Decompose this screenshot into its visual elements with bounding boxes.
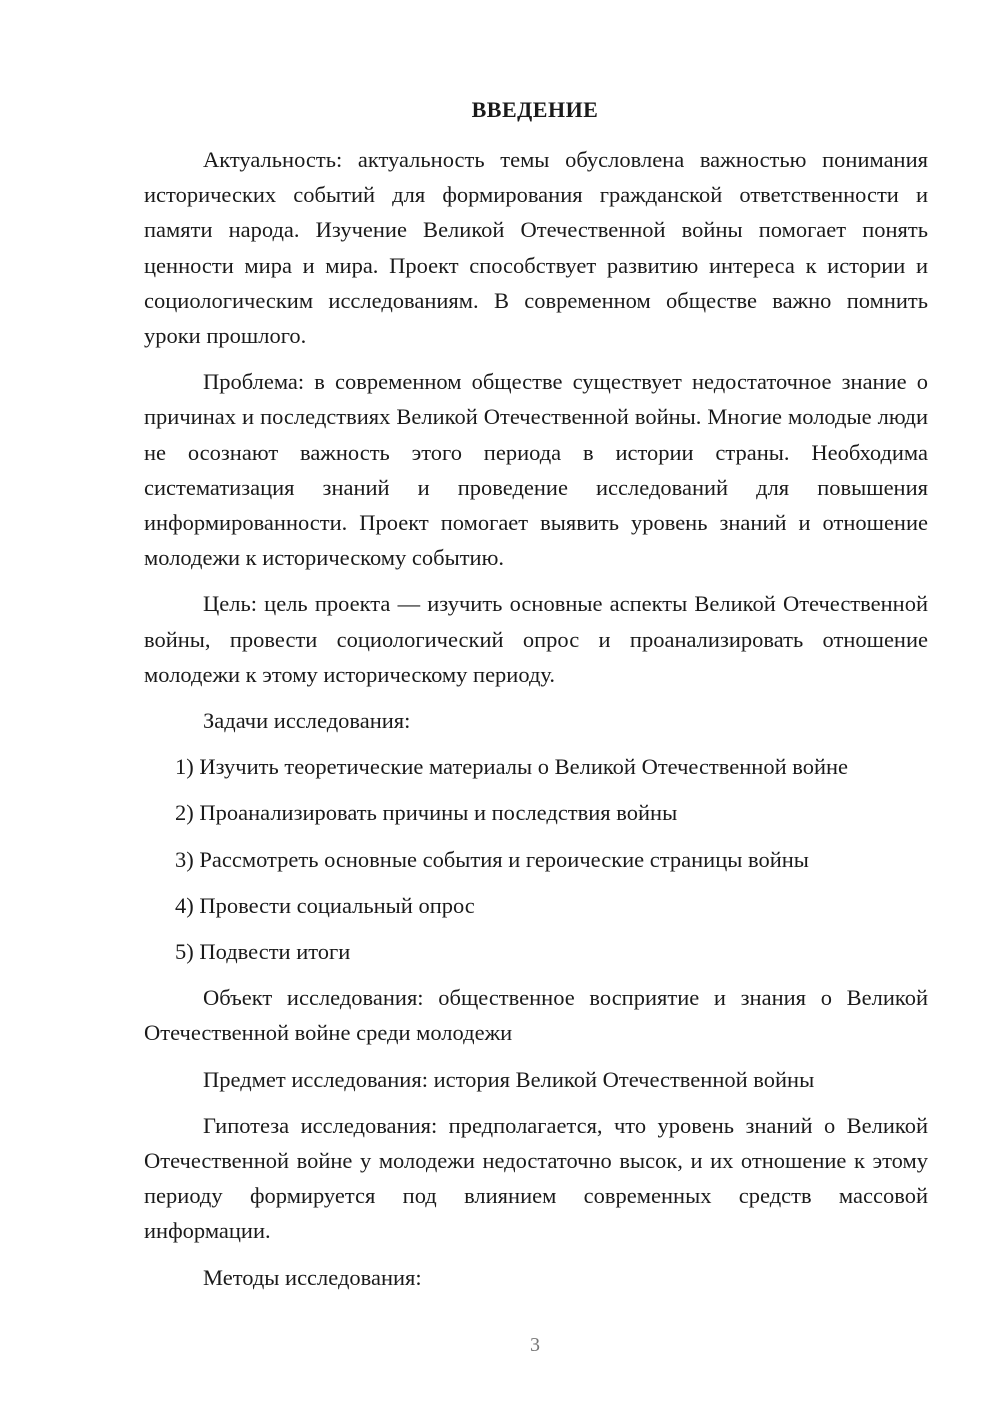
subject-paragraph: Предмет исследования: история Великой Отечественной войны <box>203 1066 815 1092</box>
methods-heading: Методы исследования: <box>203 1264 422 1290</box>
hypothesis-paragraph: Гипотеза исследования: предполагается, что уровень знаний о Великой Отечественной войне у молодежи недостаточно высок, и их отношение к этому периоду формируется под влиянием современных средств массовой информации. <box>144 1112 928 1244</box>
tasks-heading: Задачи исследования: <box>203 708 411 734</box>
page-number: 3 <box>530 1334 540 1356</box>
document-body <box>144 142 928 1295</box>
task-item-1: 1) Изучить теоретические материалы о Великой Отечественной войне <box>175 754 849 780</box>
object-paragraph: Объект исследования: общественное восприятие и знания о Великой Отечественной войне среди молодежи <box>144 985 928 1046</box>
goal-paragraph: Цель: цель проекта — изучить основные аспекты Великой Отечественной войны, провести социологический опрос и проанализировать отношение молодежи к этому историческому периоду. <box>144 591 928 687</box>
page-title: ВВЕДЕНИЕ <box>471 97 599 122</box>
task-item-4: 4) Провести социальный опрос <box>175 892 475 918</box>
problem-paragraph: Проблема: в современном обществе существует недостаточное знание о причинах и последствиях Великой Отечественной войны. Многие молодые люди не осознают важность этого периода в истории страны. Необходима систематизация знаний и проведение исследований для повышения информированности. Проект помогает выявить уровень знаний и отношение молодежи к историческому событию. <box>144 369 928 571</box>
relevance-paragraph: Актуальность: актуальность темы обусловлена важностью понимания исторических событий для формирования гражданской ответственности и памяти народа. Изучение Великой Отечественной войны помогает понять ценности мира и мира. Проект способствует развитию интереса к истории и социологическим исследованиям. В современном обществе важно помнить уроки прошлого. <box>144 147 928 349</box>
task-item-5: 5) Подвести итоги <box>175 939 351 965</box>
task-item-2: 2) Проанализировать причины и последствия войны <box>175 800 678 826</box>
task-item-3: 3) Рассмотреть основные события и героические страницы войны <box>175 846 809 872</box>
